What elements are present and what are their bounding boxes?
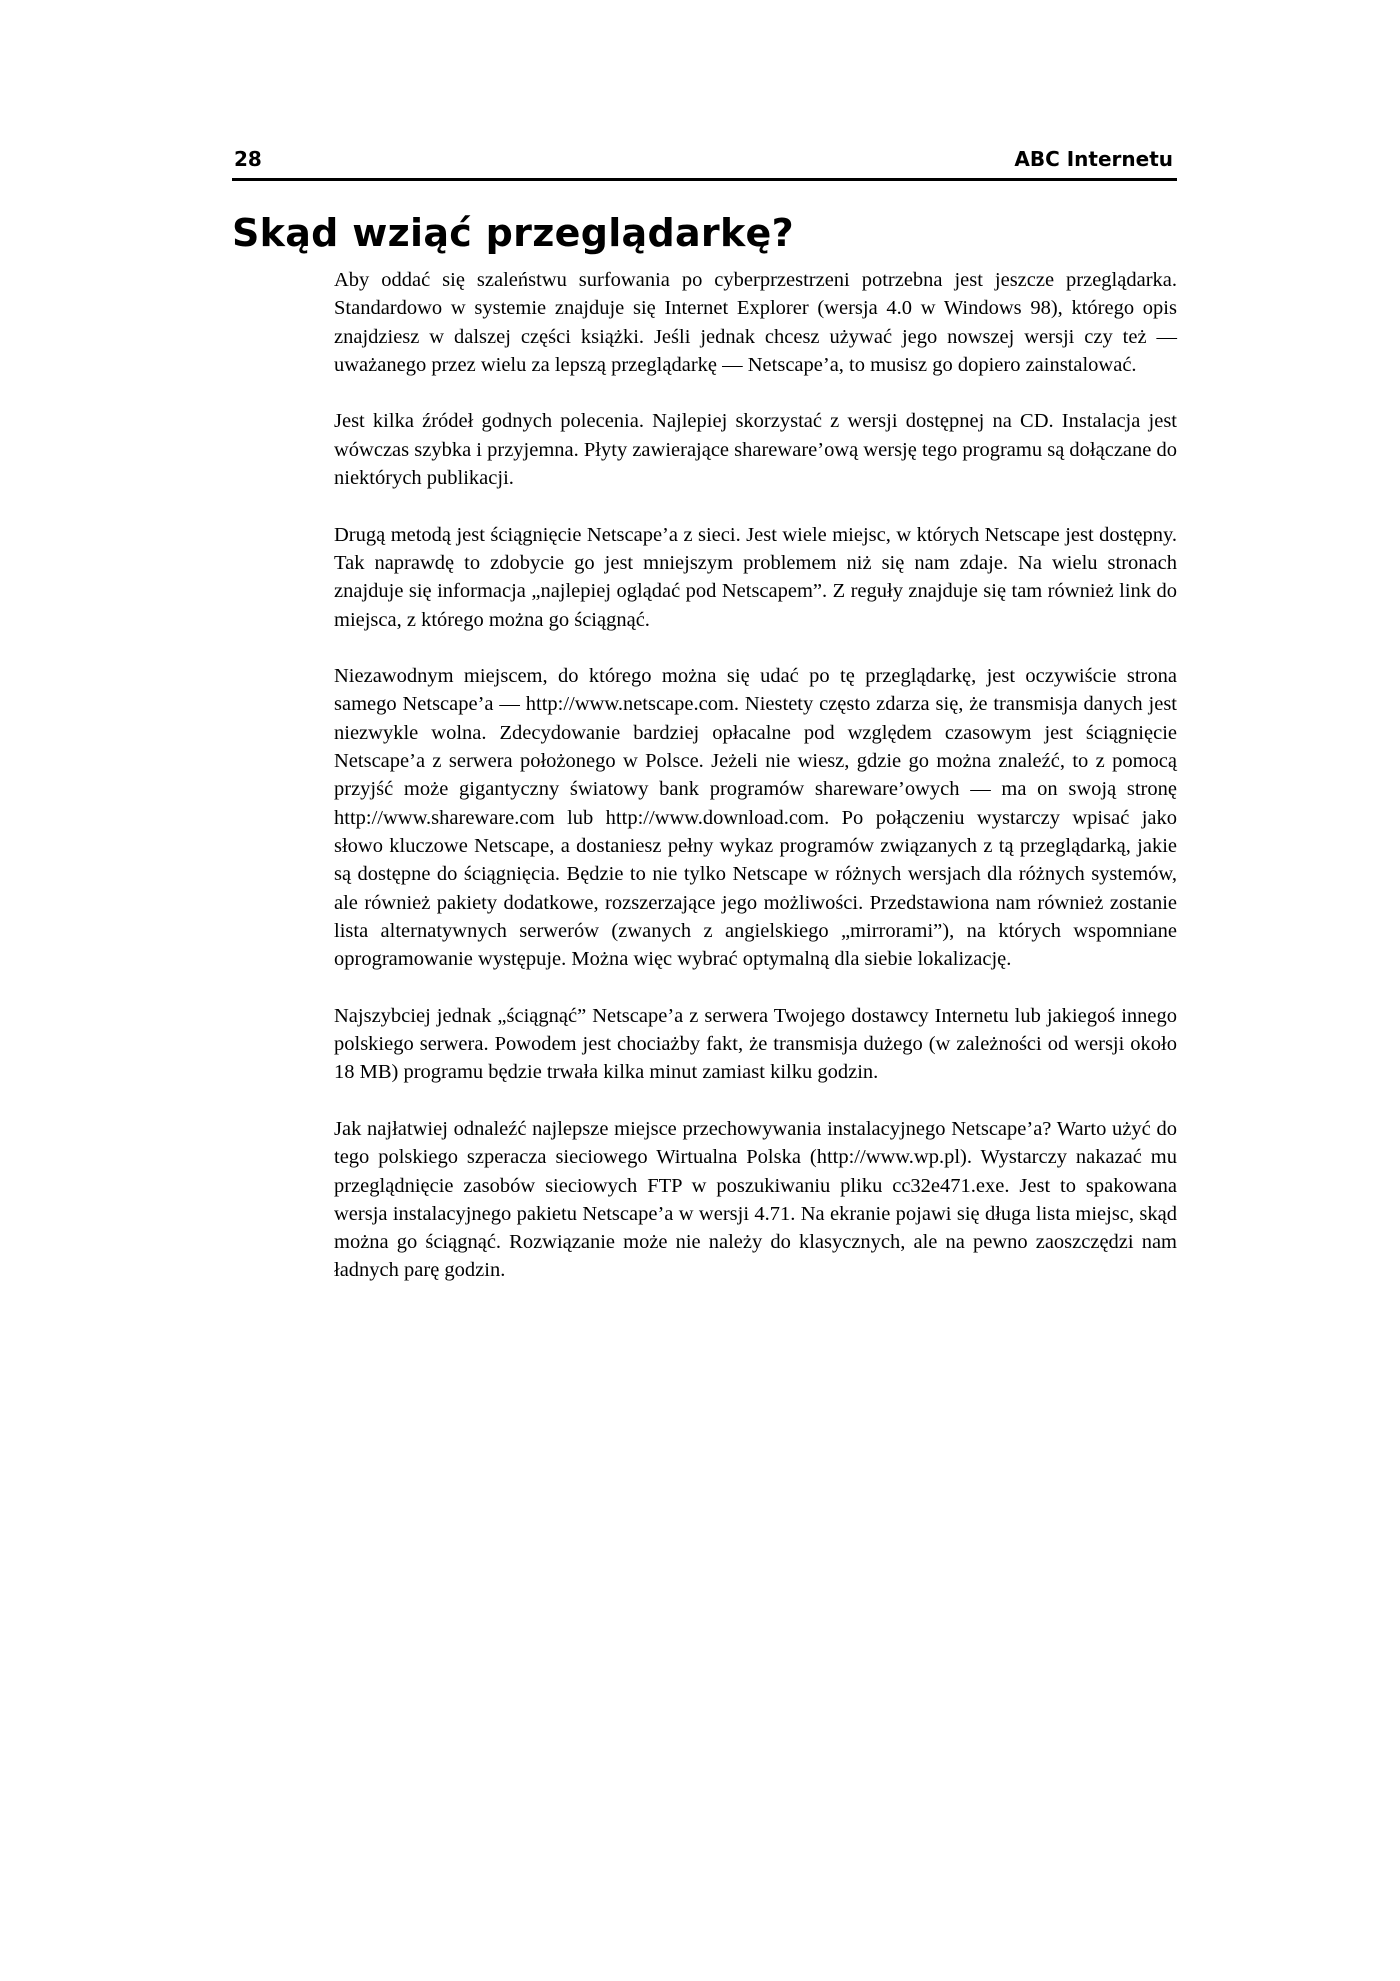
paragraph: Jak najłatwiej odnaleźć najlepsze miejsce przechowywania instalacyjnego Netscape’a? Warto użyć do tego polskiego szperacza sieciowego Wirtualna Polska (http://www.wp.pl). Wystarczy nakazać mu przeglądnięcie zasobów sieciowych FTP w poszukiwaniu pliku cc32e471.exe. Jest to spakowana wersja instalacyjnego pakietu Netscape’a w wersji 4.71. Na ekranie pojawi się długa lista miejsc, skąd można go ściągnąć. Rozwiązanie może nie należy do klasycznych, ale na pewno zaoszczędzi nam ładnych parę godzin. [334, 1117, 1177, 1282]
paragraph: Jest kilka źródeł godnych polecenia. Najlepiej skorzystać z wersji dostępnej na CD. Instalacja jest wówczas szybka i przyjemna. Płyty zawierające shareware’ową wersję tego programu są dołączane do niektórych publikacji. [334, 410, 1177, 490]
paragraph: Drugą metodą jest ściągnięcie Netscape’a z sieci. Jest wiele miejsc, w których Netscape jest dostępny. Tak naprawdę to zdobycie go jest mniejszym problemem niż się nam zdaje. Na wielu stronach znajduje się informacja „najlepiej oglądać pod Netscapem”. Z reguły znajduje się tam również link do miejsca, z którego można go ściągnąć. [334, 523, 1177, 631]
paragraph: Aby oddać się szaleństwu surfowania po cyberprzestrzeni potrzebna jest jeszcze przeglądarka. Standardowo w systemie znajduje się Internet Explorer (wersja 4.0 w Windows 98), którego opis znajdziesz w dalszej części książki. Jeśli jednak chcesz używać jego nowszej wersji czy też — uważanego przez wielu za lepszą przeglądarkę — Netscape’a, to musisz go dopiero zainstalować. [334, 269, 1177, 376]
running-header [232, 140, 1177, 181]
paragraph: Najszybciej jednak „ściągnąć” Netscape’a z serwera Twojego dostawcy Internetu lub jakiegoś innego polskiego serwera. Powodem jest chociażby fakt, że transmisja dużego (w zależności od wersji około 18 MB) programu będzie trwała kilka minut zamiast kilku godzin. [334, 1004, 1177, 1084]
book-title: ABC Internetu [1014, 147, 1173, 171]
page-number: 28 [234, 147, 262, 171]
body-text [334, 266, 1177, 1313]
paragraph: Niezawodnym miejscem, do którego można się udać po tę przeglądarkę, jest oczywiście strona samego Netscape’a — http://www.netscape.com. Niestety często zdarza się, że transmisja danych jest niezwykle wolna. Zdecydowanie bardziej opłacalne pod względem czasowym jest ściągnięcie Netscape’a z serwera położonego w Polsce. Jeżeli nie wiesz, gdzie go można znaleźć, to z pomocą przyjść może gigantyczny światowy bank programów shareware’owych — ma on swoją stronę http://www.shareware.com lub http://www.download.com. Po połączeniu wystarczy wpisać jako słowo kluczowe Netscape, a dostaniesz pełny wykaz programów związanych z tą przeglądarką, jakie są dostępne do ściągnięcia. Będzie to nie tylko Netscape w różnych wersjach dla różnych systemów, ale również pakiety dodatkowe, rozszerzające jego możliwości. Przedstawiona nam również zostanie lista alternatywnych serwerów (zwanych z angielskiego „mirrorami”), na których wspomniane oprogramowanie występuje. Można więc wybrać optymalną dla siebie lokalizację. [334, 665, 1177, 971]
section-heading: Skąd wziąć przeglądarkę? [232, 211, 794, 255]
